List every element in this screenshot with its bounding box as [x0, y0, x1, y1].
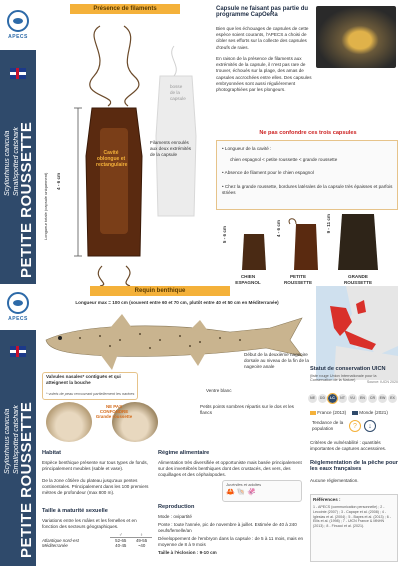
map-caption: Source: IUCN 2020 [366, 380, 398, 384]
maturity-header-row: ♂ ♀ [42, 532, 152, 538]
trend-unknown-icon: ? [349, 420, 361, 432]
spots-note: Petits points sombres répartis sur le dos et les flancs [200, 404, 294, 416]
iucn-sub: (liste rouge Union Internationale pour la Conservation de la Nature) [310, 374, 377, 382]
maturity-table [42, 532, 152, 548]
tag-filaments: Présence de filaments [70, 4, 180, 14]
habitat-p2: De la zone côtière du plateau jusqu'aux pentes continentales. Principalement dans les 100 premiers mètres de profondeur (max 800 m). [42, 478, 149, 496]
capsule-length-sub: Longueur totale (capsule uniquement) [43, 172, 48, 240]
bosse-label: bosse de la capsule [170, 84, 186, 102]
iucn-category-cr: CR [368, 394, 377, 403]
iucn-category-ne: NE [308, 394, 317, 403]
vuln-text: Critères de vulnérabilité : quantités importantes de captures accessoires. [310, 440, 387, 452]
diet-text: Alimentation très diversifiée et opportuniste mais basée principalement sur des invertébrés benthiques dont des crustacés, des vers, des coquillages et des céphalopodes. [158, 460, 302, 478]
intro-p2: En raison de la présence de filaments aux extrémités de la capsule, il n'est pas rare de trouver, échoués sur la plage, des amas de capsules accrochées entre elles. Des capsules embryonnées sont aussi régulièrement photographiées par les plongeurs. [216, 56, 312, 92]
nasal-title: Valvules nasales* contiguës et qui atteignent la bouche [46, 374, 121, 386]
uk-flag-icon-top [10, 68, 26, 79]
iucn-category-lc: LC [328, 394, 337, 403]
capsule-length: 4 - 6 cm [56, 172, 61, 190]
cavity-label: Cavité oblongue et rectangulaire [96, 150, 128, 168]
iucn-france: France (2013) [310, 410, 354, 416]
uk-flag-icon-bottom [10, 346, 26, 357]
confuse-item-1: • Longueur de la cavité : [222, 146, 272, 151]
band-latin-bottom: Scyliorhinus canicula [4, 408, 11, 474]
iucn-category-nt: NT [338, 394, 347, 403]
band-english-top: Smallspotted catshark [13, 127, 20, 196]
iucn-title: Statut de conservation UICN [310, 366, 386, 372]
size-chien: 5 - 6 cm [222, 226, 227, 244]
ref-title: Références : [313, 497, 341, 502]
intro-title: Capsule ne faisant pas partie du programme CapOeRa [216, 6, 309, 18]
diet-icons: 🦀 🐚 🦑 [226, 489, 257, 496]
band-latin-top: Scyliorhinus canicula [4, 130, 11, 196]
repro-ponte: Ponte : toute l'année, pic de novembre à juillet. Estimée de 40 à 240 oeufs/femelle/an [158, 522, 297, 534]
maturity-title: Taille à maturité sexuelle [42, 508, 108, 514]
head-petite [46, 402, 92, 442]
repro-mode: Mode : ovipartité [158, 514, 192, 519]
confuse-item-2: chien espagnol < petite roussette < grande roussette [230, 157, 338, 162]
trend-label: Tendance de la population [312, 420, 344, 432]
capsule-photo [316, 6, 396, 68]
repro-dev: Développement de l'embryon dans la capsule : de 5 à 11 mois, mais en moyenne de 8 à 9 mois [158, 536, 304, 548]
iucn-category-vu: VU [348, 394, 357, 403]
iucn-category-ex: EX [388, 394, 397, 403]
iucn-category-en: EN [358, 394, 367, 403]
size-petite: 4 - 6 cm [276, 220, 281, 238]
references-box [310, 494, 398, 562]
maturity-row: Atlantique nord-est 52-65 49-55 [42, 537, 148, 543]
trend-arrow-icon: ↓ [364, 420, 376, 432]
iucn-category-dd: DD [318, 394, 327, 403]
tag-requin: Requin benthique [90, 286, 230, 296]
apecs-logo-icon-bottom [7, 292, 29, 314]
species-grande: GRANDE ROUSSETTE [343, 274, 373, 286]
length-line: Longueur max = 100 cm (souvent entre 60 et 70 cm, plutôt entre 40 et 50 cm en Méditerranée) [75, 300, 279, 305]
fin-note: Début de la deuxième nageoire dorsale au niveau de la fin de la nageoire anale [244, 352, 309, 370]
maturity-row: Méditerranée 40-45 ~40 [42, 543, 146, 548]
maturity-sub: Variations entre les mâles et les femelles et en fonction des secteurs géographiques. [42, 518, 137, 530]
ref-text: 1 - APECS (communication personnelle) ; 2 - Lecointe (2007) ; 3 - Capape et al. (2008) ; 4 - Iglesias et al. (2004) ; 5 - Bayes et al. (2013) ; 6 - Ellis et al. (1998) ; 7 - UICN France & MNHN (2013) ; 8 - Finucci et al. (2021). [313, 505, 391, 528]
apecs-logo-bottom: APECS [3, 286, 33, 328]
confuse-title: Ne pas confondre ces trois capsules [259, 130, 357, 136]
reg-text: Aucune réglementation. [310, 478, 359, 483]
iucn-monde: Monde (2021) [352, 410, 398, 416]
apecs-logo-icon [7, 10, 29, 32]
band-title-bottom: PETITE ROUSSETTE [18, 401, 35, 558]
band-title-top: PETITE ROUSSETTE [18, 121, 35, 278]
habitat-p1: Espèce benthique présente sur tous types de fonds, principalement meubles (sable et vase). [42, 460, 148, 472]
repro-title: Reproduction [158, 504, 195, 510]
confuse-item-4: • Chez la grande roussette, bordures latérales de la capsule très épaisses et parfois striées [222, 184, 393, 196]
trend-row [312, 420, 398, 432]
diet-box: Juvéniles et adultes 🦀 🐚 🦑 [222, 480, 302, 502]
filament-label: Filaments enroulés aux deux extrémités de la capsule [150, 140, 192, 158]
band-english-bottom: Smallspotted catshark [13, 405, 20, 474]
habitat-title: Habitat [42, 450, 61, 456]
iucn-scale [308, 394, 398, 403]
intro-p1: Bien que les échouages de capsules de cette espèce soient courants, l'APECS a choisi de cibler ses efforts sur la collecte des capsules d'œufs de raies. [216, 26, 309, 50]
size-grande: 9 - 11 cm [326, 214, 331, 234]
nasal-sub: * volets de peau recouvrant partiellement les narines [46, 392, 135, 396]
iucn-category-ew: EW [378, 394, 387, 403]
repro-hatch: Taille à l'éclosion : 9-10 cm [158, 550, 217, 555]
species-petite: PETITE ROUSSETTE [283, 274, 313, 286]
iucn-categories [308, 394, 397, 403]
belly-note: Ventre blanc [206, 388, 232, 393]
species-chien: CHIEN ESPAGNOL [235, 274, 261, 286]
reg-title: Réglementation de la pêche pour les eaux françaises [310, 460, 398, 472]
diet-title: Régime alimentaire [158, 450, 210, 456]
three-capsules [230, 214, 390, 272]
confuse-item-3: • Absence de filament pour le chien espagnol [222, 170, 314, 175]
not-confuse-label: NE PAS CONFONDRE Grande roussette [95, 404, 133, 419]
apecs-logo-top: APECS [3, 4, 33, 46]
